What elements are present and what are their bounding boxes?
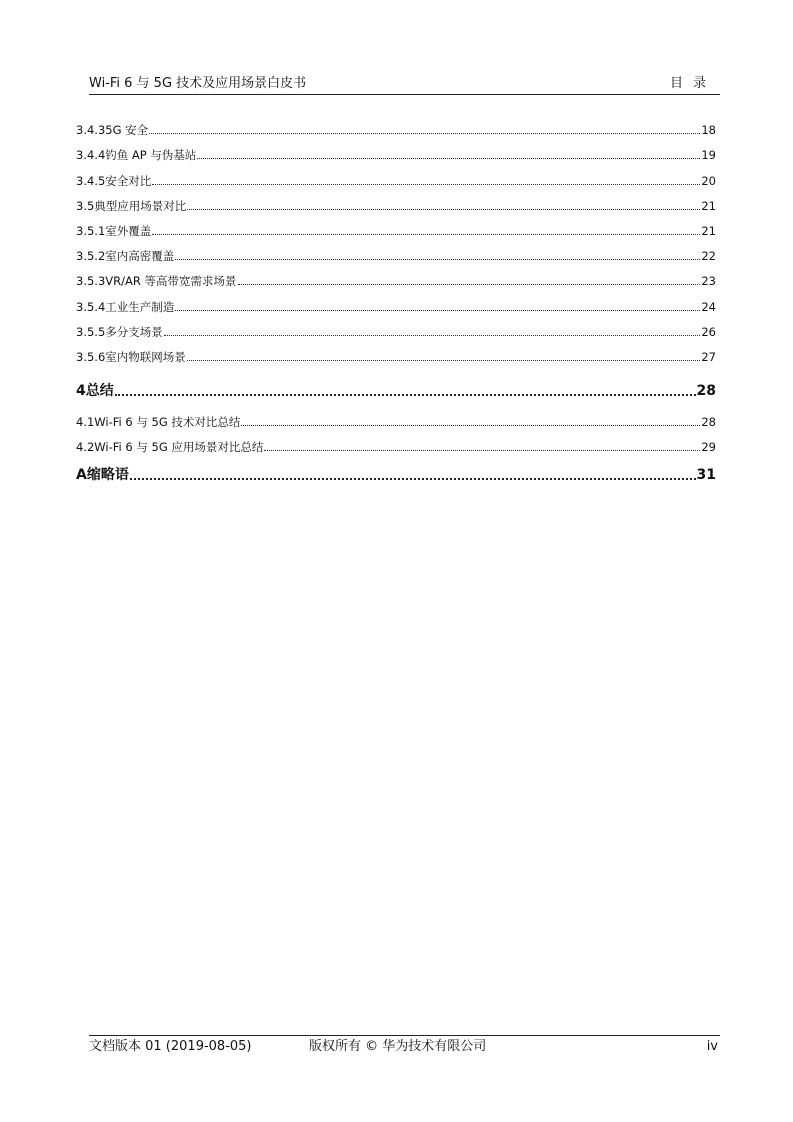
toc-label: 室外覆盖 — [105, 223, 152, 238]
page-header — [89, 76, 720, 95]
toc-page: 21 — [701, 198, 716, 213]
toc-chapter-entry[interactable] — [76, 364, 716, 400]
dot-leader — [197, 157, 700, 159]
toc-entry[interactable] — [76, 314, 716, 339]
copyright: 版权所有 © 华为技术有限公司 — [309, 1039, 487, 1054]
dot-leader — [164, 334, 701, 336]
toc-number: 3.5.6 — [76, 349, 106, 364]
toc-number: 3.4.4 — [76, 148, 106, 163]
dot-leader — [175, 258, 700, 260]
toc-number: 4.1 — [76, 414, 95, 429]
toc-label: 缩略语 — [86, 467, 129, 484]
dot-leader — [149, 132, 700, 134]
toc-page: 18 — [701, 123, 716, 138]
dot-leader — [187, 208, 700, 210]
toc-entry[interactable] — [76, 288, 716, 313]
toc-label: Wi-Fi 6 与 5G 应用场景对比总结 — [94, 440, 264, 455]
page-footer — [89, 1035, 720, 1058]
toc-number: 3.5.5 — [76, 324, 106, 339]
dot-leader — [152, 183, 700, 185]
dot-leader — [264, 449, 700, 451]
toc-page: 20 — [701, 173, 716, 188]
toc-entry[interactable] — [76, 188, 716, 213]
document-title: Wi-Fi 6 与 5G 技术及应用场景白皮书 — [89, 76, 307, 91]
page-number: iv — [706, 1039, 718, 1054]
toc-label: 5G 安全 — [105, 123, 149, 138]
toc-chapter-entry[interactable] — [76, 454, 716, 484]
toc-page: 24 — [701, 299, 716, 314]
toc-number: 4.2 — [76, 440, 95, 455]
toc-entry[interactable] — [76, 429, 716, 454]
toc-label: VR/AR 等高带宽需求场景 — [105, 274, 237, 289]
toc-entry[interactable] — [76, 263, 716, 288]
toc-page: 21 — [701, 223, 716, 238]
dot-leader — [130, 477, 696, 480]
toc-entry[interactable] — [76, 162, 716, 187]
toc-entry[interactable] — [76, 400, 716, 429]
toc-label: 总结 — [85, 382, 114, 399]
toc-number: 3.4.3 — [76, 123, 106, 138]
doc-version: 文档版本 01 (2019-08-05) — [89, 1039, 252, 1054]
toc-label: 工业生产制造 — [105, 299, 175, 314]
toc-page: 19 — [701, 148, 716, 163]
toc-label: 室内高密覆盖 — [105, 249, 175, 264]
toc-label: 典型应用场景对比 — [94, 198, 187, 213]
toc-entry[interactable] — [76, 137, 716, 162]
toc-number: A — [76, 467, 87, 484]
toc-label: 多分支场景 — [105, 324, 163, 339]
toc-label: 安全对比 — [105, 173, 152, 188]
toc-number: 3.5.1 — [76, 223, 106, 238]
dot-leader — [175, 309, 700, 311]
toc-page: 26 — [701, 324, 716, 339]
toc-page: 22 — [701, 249, 716, 264]
toc-page: 28 — [696, 382, 716, 399]
toc-label: Wi-Fi 6 与 5G 技术对比总结 — [94, 414, 241, 429]
toc-label: 室内物联网场景 — [105, 349, 186, 364]
dot-leader — [152, 233, 700, 235]
toc-page: 23 — [701, 274, 716, 289]
toc-page: 27 — [701, 349, 716, 364]
toc-entry[interactable] — [76, 213, 716, 238]
table-of-contents — [76, 112, 716, 484]
dot-leader — [187, 359, 701, 361]
dot-leader — [115, 393, 696, 396]
dot-leader — [238, 283, 701, 285]
toc-label: 钓鱼 AP 与伪基站 — [105, 148, 197, 163]
toc-page: 28 — [701, 414, 716, 429]
toc-page: 29 — [701, 440, 716, 455]
toc-entry[interactable] — [76, 112, 716, 137]
toc-page: 31 — [696, 467, 716, 484]
toc-number: 3.5.3 — [76, 274, 106, 289]
toc-number: 3.5.4 — [76, 299, 106, 314]
toc-number: 3.5.2 — [76, 249, 106, 264]
toc-number: 4 — [76, 382, 86, 399]
toc-entry[interactable] — [76, 339, 716, 364]
toc-number: 3.4.5 — [76, 173, 106, 188]
toc-entry[interactable] — [76, 238, 716, 263]
section-title: 目录 — [669, 76, 716, 91]
dot-leader — [241, 424, 700, 426]
toc-number: 3.5 — [76, 198, 95, 213]
